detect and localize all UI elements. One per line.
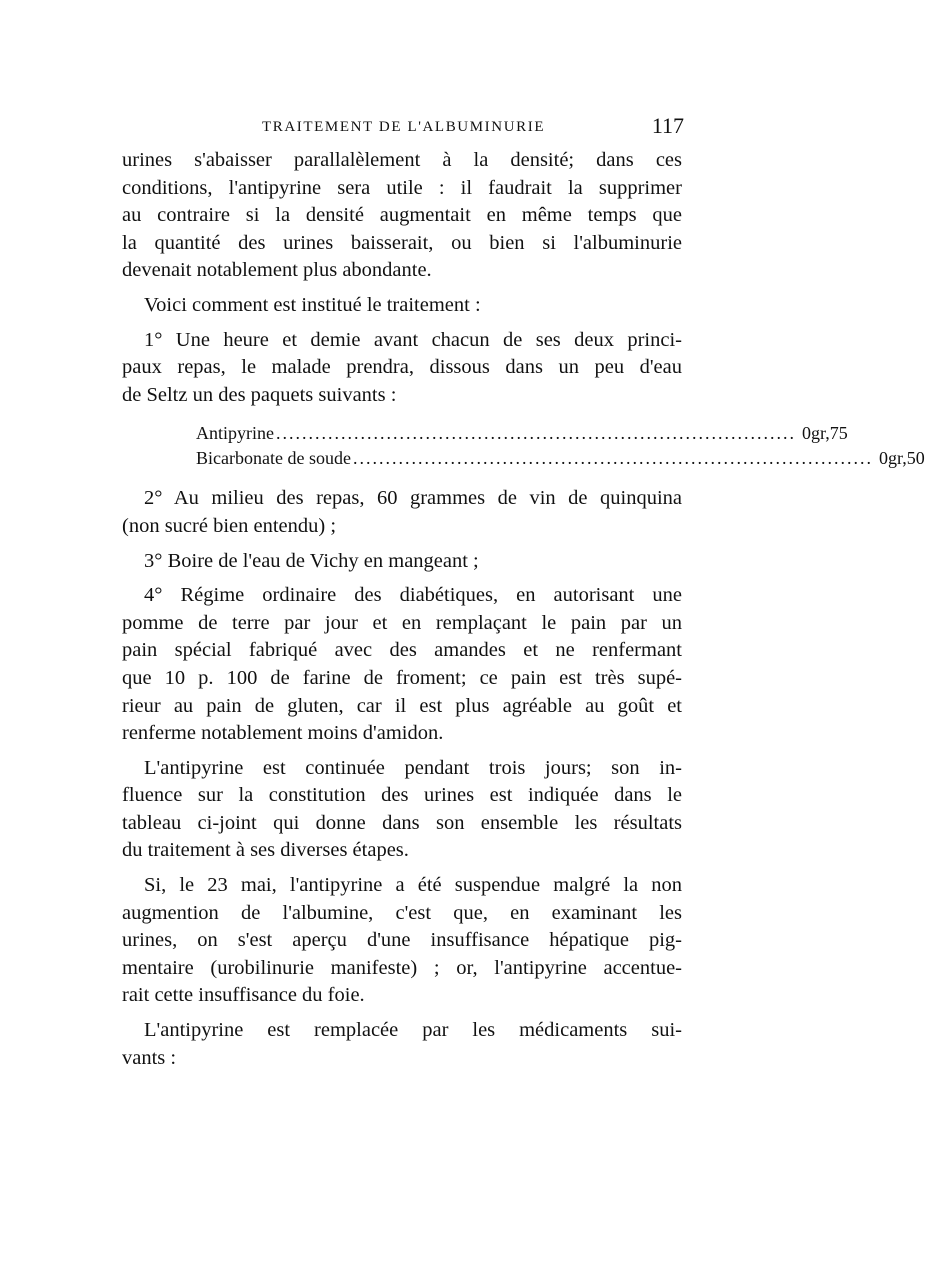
text-line: urines, on s'est aperçu d'une insuffisance hépatique pig- — [122, 929, 682, 952]
paragraph — [122, 1017, 682, 1072]
text-line: Si, le 23 mai, l'antipyrine a été suspendue malgré la non — [144, 874, 682, 897]
text-line: rait cette insuffisance du foie. — [122, 984, 365, 1007]
text-line: renferme notablement moins d'amidon. — [122, 722, 444, 745]
text-line: du traitement à ses diverses étapes. — [122, 839, 409, 862]
text-line: 1° Une heure et demie avant chacun de ses deux princi- — [144, 328, 682, 351]
recipe-dose: 0gr,50 — [878, 448, 925, 469]
text-line: 2° Au milieu des repas, 60 grammes de vin de quinquina — [144, 487, 682, 510]
text-line: fluence sur la constitution des urines est indiquée dans le — [122, 784, 682, 807]
text-line: 4° Régime ordinaire des diabétiques, en autorisant une — [144, 584, 682, 607]
paragraph — [122, 872, 682, 1010]
text-line: vants : — [122, 1046, 177, 1069]
paragraph — [122, 292, 682, 320]
paragraph — [122, 327, 682, 410]
dot-leader: ................................................................................ — [276, 423, 796, 444]
text-line: paux repas, le malade prendra, dissous dans un peu d'eau — [122, 356, 682, 379]
paragraphs-before-recipe — [122, 147, 682, 409]
paragraph — [122, 548, 682, 576]
text-line: que 10 p. 100 de farine de froment; ce pain est très supé- — [122, 666, 682, 689]
text-line: 3° Boire de l'eau de Vichy en mangeant ; — [144, 549, 479, 572]
paragraphs-after-recipe — [122, 485, 682, 1072]
paragraph — [122, 485, 682, 540]
text-line: Voici comment est institué le traitement : — [144, 293, 481, 316]
text-line: augmention de l'albumine, c'est que, en examinant les — [122, 901, 682, 924]
text-line: pomme de terre par jour et en remplaçant le pain par un — [122, 611, 682, 634]
text-line: de Seltz un des paquets suivants : — [122, 383, 397, 406]
page-number: 117 — [651, 113, 684, 138]
recipe-row — [196, 446, 925, 471]
text-line: L'antipyrine est remplacée par les médicaments sui- — [144, 1019, 682, 1042]
body-text — [122, 147, 925, 1072]
text-line: rieur au pain de gluten, car il est plus agréable au goût et — [122, 694, 682, 717]
text-line: (non sucré bien entendu) ; — [122, 514, 337, 537]
recipe-name: Antipyrine — [196, 423, 274, 444]
page-header — [122, 113, 686, 140]
running-title: TRAITEMENT DE L'ALBUMINURIE — [262, 119, 546, 135]
text-line: pain spécial fabriqué avec des amandes et ne renfermant — [122, 639, 682, 662]
paragraph — [122, 582, 682, 748]
recipe-list — [196, 421, 925, 471]
text-line: la quantité des urines baisserait, ou bien si l'albuminurie — [122, 231, 682, 254]
paragraph — [122, 147, 682, 285]
dot-leader: ................................................................................ — [352, 448, 873, 469]
paragraph — [122, 755, 682, 865]
recipe-name: Bicarbonate de soude — [196, 448, 351, 469]
recipe-row — [196, 421, 848, 446]
text-line: au contraire si la densité augmentait en même temps que — [122, 204, 682, 227]
text-line: urines s'abaisser parallalèlement à la densité; dans ces — [122, 149, 682, 171]
text-line: devenait notablement plus abondante. — [122, 259, 432, 282]
text-line: conditions, l'antipyrine sera utile : il faudrait la supprimer — [122, 176, 682, 199]
recipe-dose: 0gr,75 — [802, 423, 848, 444]
text-line: L'antipyrine est continuée pendant trois jours; son in- — [144, 756, 682, 779]
text-line: mentaire (urobilinurie manifeste) ; or, l'antipyrine accentue- — [122, 956, 682, 979]
text-line: tableau ci-joint qui donne dans son ensemble les résultats — [122, 811, 682, 834]
